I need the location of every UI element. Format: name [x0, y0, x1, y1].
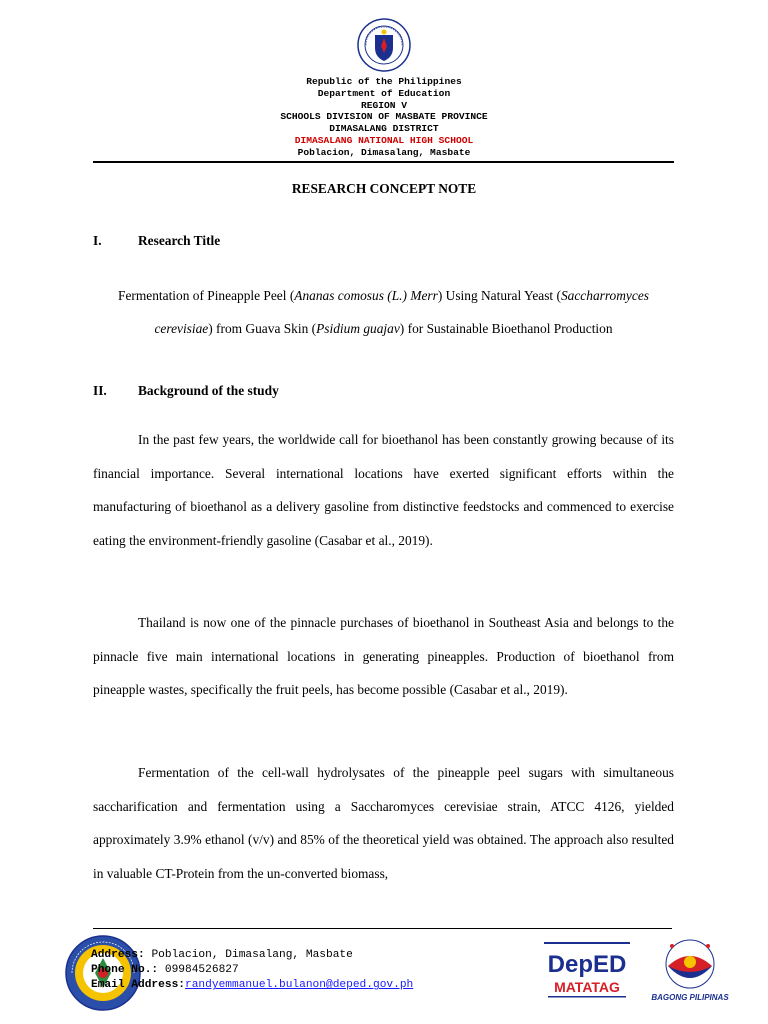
- deped-matatag-logo: [542, 938, 632, 1002]
- bagong-pilipinas-logo: [650, 936, 730, 1004]
- background-paragraph-1: In the past few years, the worldwide call for bioethanol has been constantly growing because of its financial importance. Several international locations have exerted significant efforts within the manufacturing of bioethanol as a delivery gasoline from distinctive feedstocks and commenced to exercise eating the environment-friendly gasoline (Casabar et al., 2019).: [93, 432, 674, 548]
- svg-text:MATATAG: MATATAG: [554, 979, 620, 995]
- letterhead: [0, 76, 768, 159]
- footer-phone-line: [91, 963, 413, 978]
- svg-text:BAGONG PILIPINAS: BAGONG PILIPINAS: [651, 993, 729, 1002]
- research-title-part: Fermentation of Pineapple Peel (: [118, 288, 295, 303]
- header-line-republic: Republic of the Philippines: [306, 76, 462, 87]
- email-link[interactable]: randyemmanuel.bulanon@deped.gov.ph: [185, 979, 414, 992]
- background-paragraph-2: Thailand is now one of the pinnacle purchases of bioethanol in Southeast Asia and belongs to the pinnacle five main international locations in generating pineapples. Production of bioethanol from pineapple wastes, specifically the fruit peels, has become possible (Casabar et al., 2019).: [93, 615, 674, 697]
- header-line-district: DIMASALANG DISTRICT: [329, 123, 439, 135]
- section-label: Research Title: [138, 233, 221, 248]
- background-paragraph-3: Fermentation of the cell-wall hydrolysates of the pineapple peel sugars with simultaneous saccharification and fermentation using a Saccharomyces cerevisiae strain, ATCC 4126, yielded approximately 3.9% ethanol (v/v) and 85% of the theoretical yield was obtained. The approach also resulted in valuable CT-Protein from the un-converted biomass,: [93, 765, 674, 881]
- footer-email-line: [91, 978, 413, 993]
- scientific-name-guava: Psidium guajav: [316, 321, 400, 336]
- address-value: Poblacion, Dimasalang, Masbate: [151, 949, 353, 961]
- research-title-part: ) from Guava Skin (: [208, 321, 317, 336]
- research-title-part: ) Using Natural Yeast (: [437, 288, 561, 303]
- header-line-department: Department of Education: [317, 87, 451, 99]
- research-title-part: ) for Sustainable Bioethanol Production: [399, 321, 613, 336]
- phone-label: Phone No.:: [91, 964, 159, 977]
- section-number: I.: [93, 233, 102, 248]
- scientific-name-yeast: Saccharromyces cerevisiae: [154, 288, 649, 336]
- address-label: Address:: [91, 949, 145, 961]
- research-title-text: [93, 279, 674, 345]
- section-label: Background of the study: [138, 383, 279, 398]
- email-label: Email Address:: [91, 979, 185, 992]
- phone-value: 09984526827: [164, 964, 239, 977]
- document-title: RESEARCH CONCEPT NOTE: [291, 181, 477, 196]
- deped-seal-logo: [357, 18, 411, 72]
- header-line-division: SCHOOLS DIVISION OF MASBATE PROVINCE: [280, 111, 488, 123]
- header-school-address: Poblacion, Dimasalang, Masbate: [297, 146, 471, 158]
- footer-divider: [93, 928, 672, 929]
- svg-text:DepED: DepED: [547, 951, 627, 978]
- footer-address-line: [91, 948, 413, 963]
- section-number: II.: [93, 383, 107, 398]
- header-line-region: REGION V: [360, 99, 408, 111]
- header-school-name: DIMASALANG NATIONAL HIGH SCHOOL: [294, 134, 474, 146]
- header-divider: [93, 161, 674, 163]
- footer-contact-info: [91, 948, 413, 994]
- scientific-name-pineapple: Ananas comosus (L.) Merr: [294, 288, 438, 303]
